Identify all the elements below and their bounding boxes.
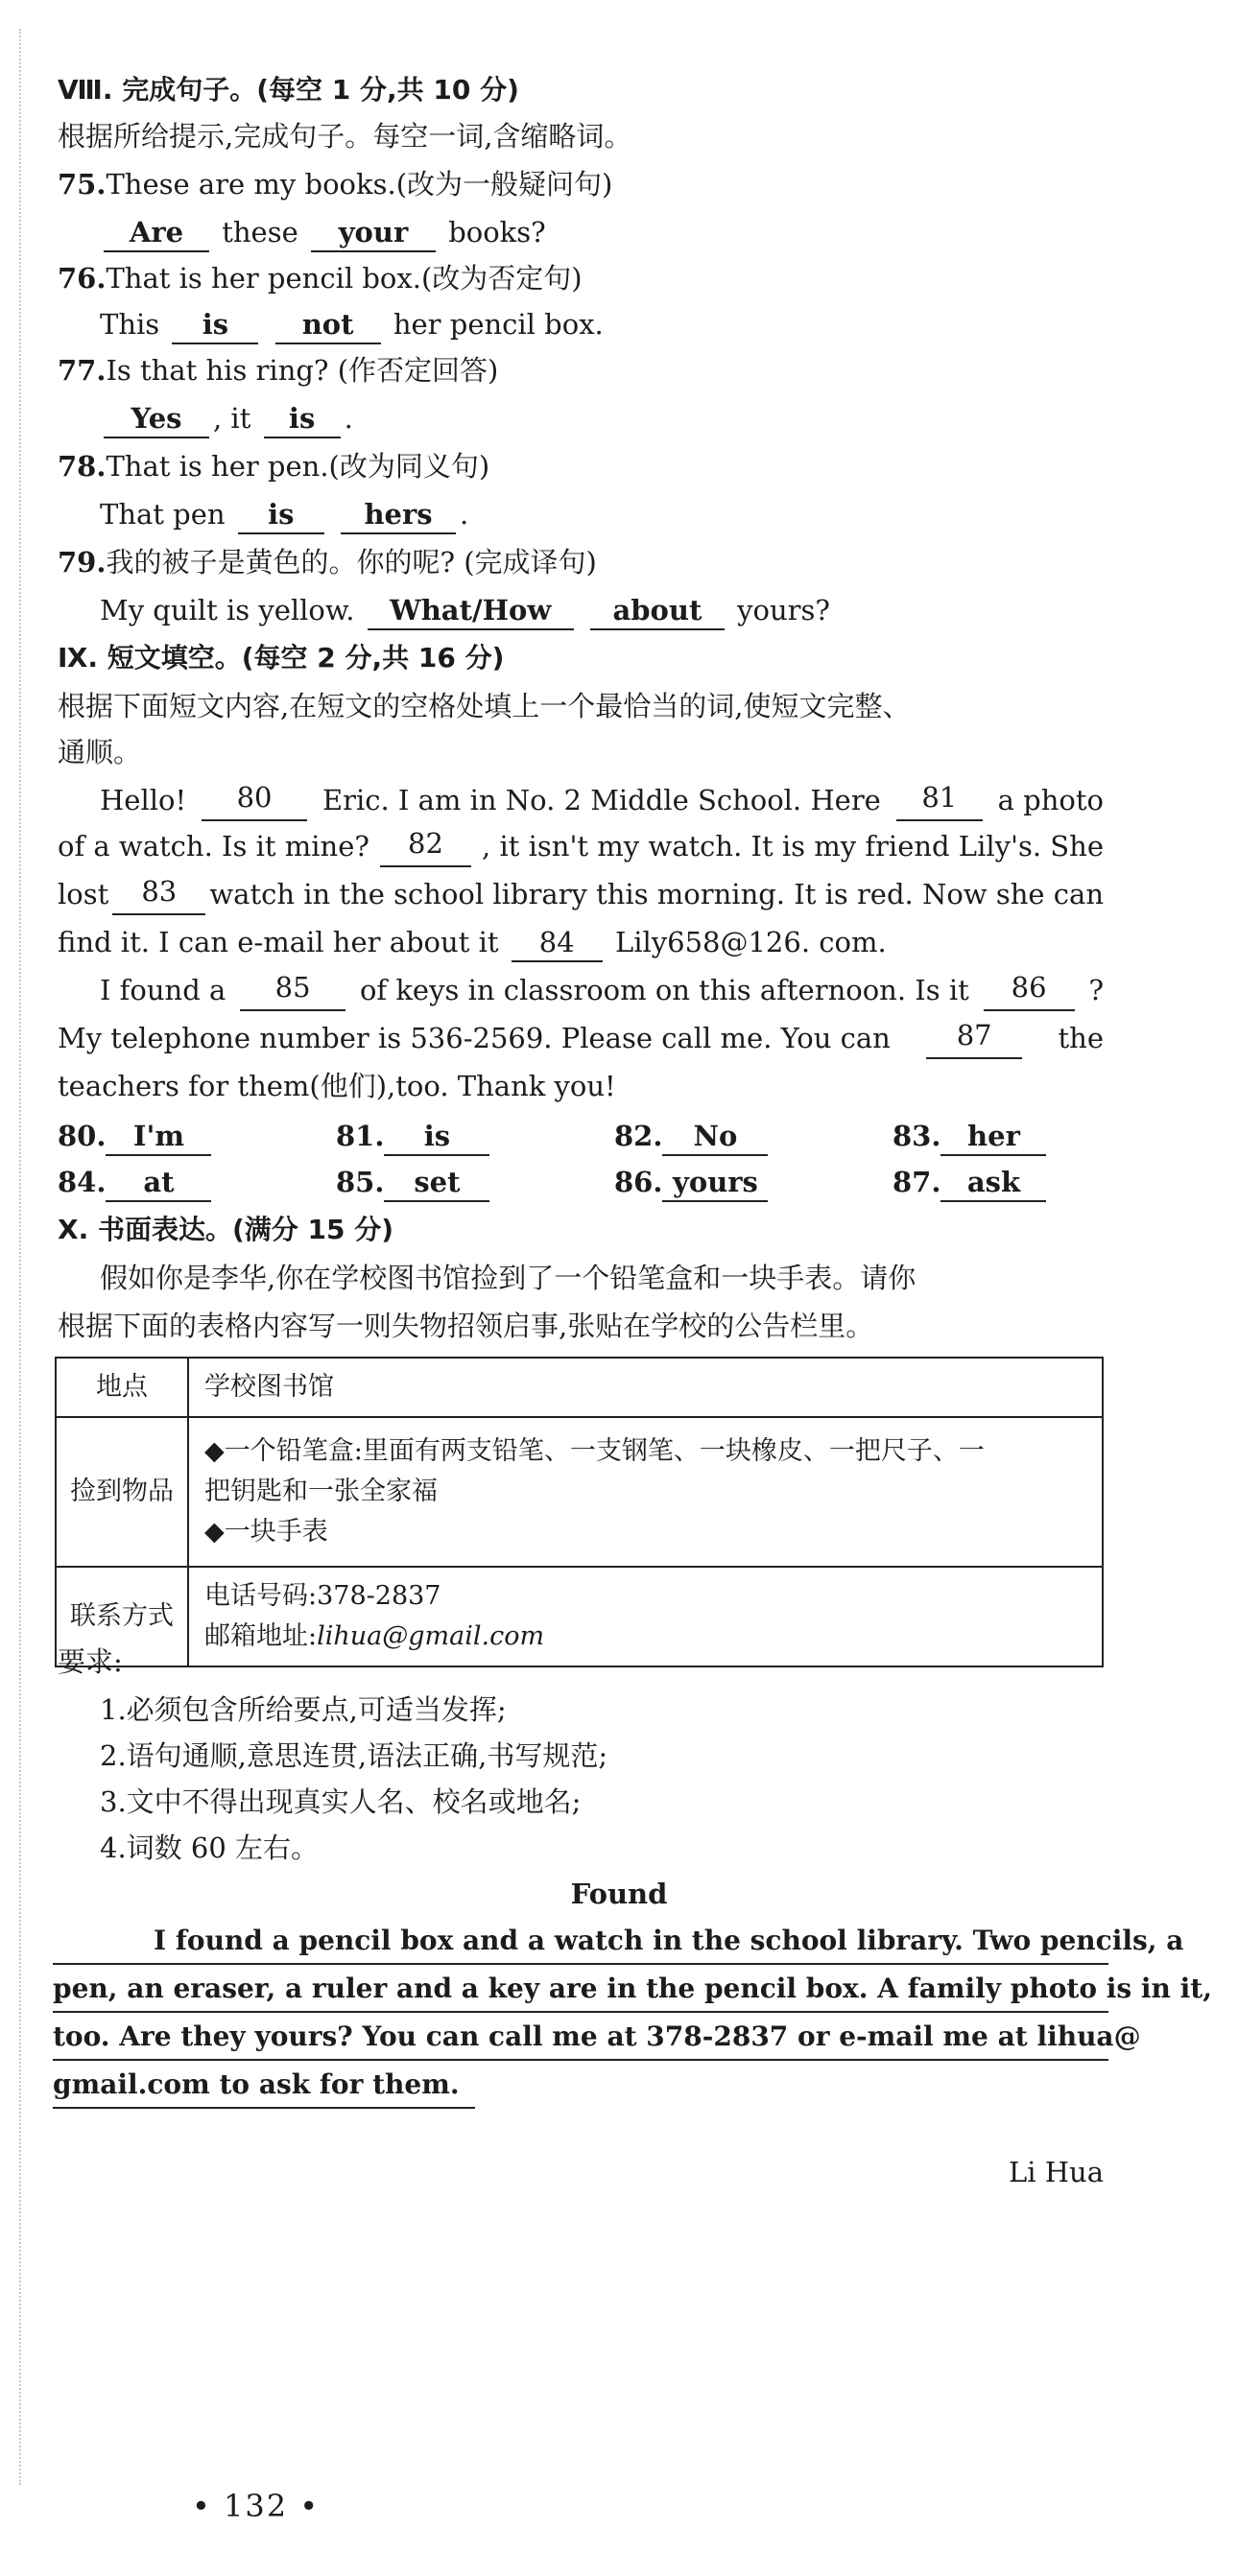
answer-value: is — [384, 1118, 489, 1156]
essay-line: I found a pencil box and a watch in the school library. Two pencils, a — [53, 1917, 1108, 1965]
requirement-item: 1.必须包含所给要点,可适当发挥; — [100, 1693, 507, 1726]
question-number: 75. — [58, 168, 107, 201]
table-cell-items — [188, 1417, 1103, 1567]
phone-value: 378-2837 — [317, 1581, 441, 1611]
passage-blank-84: 84 — [512, 924, 603, 962]
item-line: ◆一个铅笔盒:里面有两支铅笔、一支钢笔、一块橡皮、一把尺子、一 — [204, 1436, 985, 1466]
passage-p1-line4 — [58, 921, 1171, 963]
answer-text: , it — [213, 402, 251, 435]
answer-text: . — [344, 402, 353, 435]
passage-blank-80: 80 — [202, 779, 307, 821]
passage-blank-82: 82 — [380, 825, 471, 867]
passage-blank-86: 86 — [984, 969, 1075, 1011]
requirement-item: 4.词数 60 左右。 — [100, 1832, 320, 1864]
answer-80 — [58, 1115, 336, 1157]
answer-value: ask — [940, 1164, 1046, 1202]
answer-blank: What/How — [368, 592, 574, 630]
answer-81 — [336, 1115, 614, 1157]
answer-value: her — [940, 1118, 1046, 1156]
question-78-prompt — [58, 445, 1171, 487]
essay-line: too. Are they yours? You can call me at 378-2837 or e-mail me at lihua@ — [53, 2013, 1108, 2061]
passage-text: My telephone number is 536-2569. Please call me. You can — [58, 1022, 891, 1054]
question-79-prompt — [58, 541, 1171, 583]
passage-text: ? — [1088, 974, 1104, 1006]
answer-84 — [58, 1161, 336, 1203]
answer-text: these — [222, 216, 298, 248]
essay-line: gmail.com to ask for them. — [53, 2061, 475, 2109]
passage-text: watch in the school library this morning. It is red. Now she can — [209, 878, 1104, 910]
question-76-answer — [100, 303, 1213, 345]
passage-p1-line1 — [100, 779, 1213, 821]
question-text: 我的被子是黄色的。你的呢? (完成译句) — [106, 546, 597, 579]
answer-blank: about — [590, 592, 725, 630]
passage-p2-line3: teachers for them(他们),too. Thank you! — [58, 1070, 616, 1102]
answer-blank: not — [275, 306, 381, 344]
table-header-items: 捡到物品 — [56, 1417, 188, 1567]
question-77-prompt — [58, 349, 1171, 391]
answer-text: yours? — [737, 594, 830, 626]
passage-text: Hello! — [100, 784, 187, 816]
table-cell-location: 学校图书馆 — [188, 1358, 1103, 1417]
passage-text: of a watch. Is it mine? — [58, 830, 369, 863]
passage-text: Lily658@126. com. — [614, 926, 887, 958]
question-75-prompt — [58, 163, 1171, 205]
question-78-answer — [100, 493, 1213, 535]
question-number: 79. — [58, 546, 107, 579]
passage-p2-line2 — [58, 1017, 1171, 1059]
answer-value: set — [384, 1164, 489, 1202]
answer-row-1 — [58, 1115, 1171, 1157]
question-text: Is that his ring? (作否定回答) — [106, 354, 499, 387]
passage-text: find it. I can e-mail her about it — [58, 926, 499, 958]
essay-title: Found — [570, 1878, 668, 1910]
email-label: 邮箱地址: — [204, 1621, 318, 1651]
section-8-heading: Ⅷ. 完成句子。(每空 1 分,共 10 分) — [58, 74, 519, 106]
answer-86 — [614, 1161, 893, 1203]
answer-number: 80. — [58, 1120, 107, 1152]
passage-text: I found a — [100, 974, 226, 1006]
section-10-heading: Ⅹ. 书面表达。(满分 15 分) — [58, 1214, 394, 1245]
section-10-intro-line2: 根据下面的表格内容写一则失物招领启事,张贴在学校的公告栏里。 — [58, 1310, 874, 1342]
question-text: That is her pen.(改为同义句) — [106, 450, 490, 483]
email-value: lihua@gmail.com — [317, 1621, 545, 1651]
passage-blank-83: 83 — [112, 873, 205, 915]
item-line: ◆一块手表 — [204, 1517, 328, 1547]
answer-blank: your — [311, 214, 436, 252]
table-row — [56, 1358, 1103, 1417]
answer-value: No — [662, 1118, 768, 1156]
answer-value: I'm — [106, 1118, 211, 1156]
passage-blank-81: 81 — [896, 779, 983, 821]
answer-blank: is — [238, 496, 324, 534]
page-number: • 132 • — [192, 2488, 321, 2524]
item-line: 把钥匙和一张全家福 — [204, 1477, 438, 1506]
signature: Li Hua — [1008, 2156, 1104, 2188]
passage-text: a photo — [997, 784, 1104, 816]
answer-number: 82. — [614, 1120, 663, 1152]
answer-row-2 — [58, 1161, 1171, 1203]
question-text: These are my books.(改为一般疑问句) — [106, 168, 613, 201]
question-number: 76. — [58, 262, 107, 295]
answer-number: 86. — [614, 1166, 663, 1198]
requirement-item: 2.语句通顺,意思连贯,语法正确,书写规范; — [100, 1739, 608, 1772]
section-8-instruction: 根据所给提示,完成句子。每空一词,含缩略词。 — [58, 120, 632, 153]
requirement-item: 3.文中不得出现真实人名、校名或地名; — [100, 1785, 582, 1818]
answer-number: 84. — [58, 1166, 107, 1198]
question-text: That is her pencil box.(改为否定句) — [106, 262, 583, 295]
answer-number: 85. — [336, 1166, 385, 1198]
question-number: 77. — [58, 354, 107, 387]
requirements-heading: 要求: — [58, 1645, 123, 1678]
answer-82 — [614, 1115, 893, 1157]
lost-item-info-table — [55, 1357, 1104, 1667]
question-75-answer — [100, 211, 1213, 253]
margin-dotted-line — [19, 29, 21, 2485]
essay-body — [53, 1917, 1212, 2109]
answer-value: at — [106, 1164, 211, 1202]
section-9-instruction-line2: 通顺。 — [58, 736, 142, 768]
question-79-answer — [100, 589, 1213, 631]
answer-blank: hers — [341, 496, 456, 534]
answer-text: . — [460, 498, 469, 531]
passage-p1-line3 — [58, 873, 1171, 915]
answer-87 — [893, 1161, 1171, 1203]
answer-text: My quilt is yellow. — [100, 594, 355, 626]
question-77-answer — [100, 397, 1213, 439]
section-9-heading: Ⅸ. 短文填空。(每空 2 分,共 16 分) — [58, 642, 505, 674]
answer-value: yours — [662, 1164, 768, 1202]
table-header-location: 地点 — [56, 1358, 188, 1417]
answer-text: This — [100, 308, 160, 341]
table-header-contact: 联系方式 — [56, 1567, 188, 1666]
answer-text: books? — [448, 216, 546, 248]
passage-text: the — [1058, 1022, 1104, 1054]
contact-phone — [204, 1576, 1086, 1617]
question-number: 78. — [58, 450, 107, 483]
table-row — [56, 1417, 1103, 1567]
answer-83 — [893, 1115, 1171, 1157]
answer-blank: is — [264, 400, 341, 438]
answer-85 — [336, 1161, 614, 1203]
passage-blank-87: 87 — [926, 1017, 1022, 1059]
answer-text: her pencil box. — [393, 308, 604, 341]
passage-text: lost — [58, 878, 109, 910]
passage-p2-line1 — [100, 969, 1213, 1011]
answer-blank: Are — [104, 214, 209, 252]
answer-number: 83. — [893, 1120, 941, 1152]
essay-line: pen, an eraser, a ruler and a key are in the pencil box. A family photo is in it, — [53, 1965, 1108, 2013]
passage-text: Eric. I am in No. 2 Middle School. Here — [321, 784, 881, 816]
phone-label: 电话号码: — [204, 1581, 318, 1611]
section-9-instruction-line1: 根据下面短文内容,在短文的空格处填上一个最恰当的词,使短文完整、 — [58, 690, 911, 722]
answer-blank: Yes — [104, 400, 209, 438]
section-10-intro-line1: 假如你是李华,你在学校图书馆捡到了一个铅笔盒和一块手表。请你 — [100, 1262, 917, 1294]
answer-text: That pen — [100, 498, 226, 531]
answer-number: 87. — [893, 1166, 941, 1198]
passage-text: , it isn't my watch. It is my friend Lily's. She — [482, 830, 1104, 863]
passage-p1-line2 — [58, 825, 1171, 867]
question-76-prompt — [58, 257, 1171, 299]
passage-blank-85: 85 — [240, 969, 345, 1011]
passage-text: of keys in classroom on this afternoon. Is it — [359, 974, 969, 1006]
answer-number: 81. — [336, 1120, 385, 1152]
answer-blank: is — [172, 306, 258, 344]
